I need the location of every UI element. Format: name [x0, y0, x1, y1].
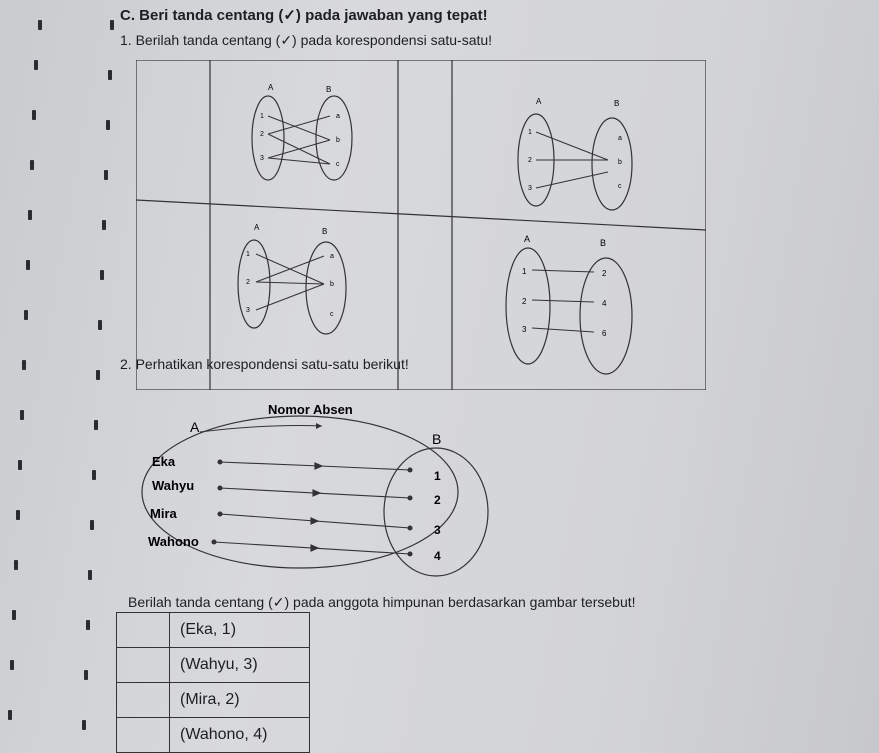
- binder-hole: [88, 570, 92, 580]
- answer-option-label: (Wahyu, 3): [180, 656, 258, 673]
- binder-hole: [94, 420, 98, 430]
- diagram-3-a-item: 1: [246, 251, 250, 258]
- diagram-1-a-item: 1: [260, 113, 264, 120]
- binder-hole: [100, 270, 104, 280]
- diagram-4-a-item: 3: [522, 325, 527, 334]
- binder-hole: [18, 460, 22, 470]
- binder-hole: [98, 320, 102, 330]
- question-2: 2. Perhatikan korespondensi satu-satu berikut!: [120, 356, 409, 372]
- answer-option-label: (Mira, 2): [180, 691, 240, 708]
- question-1-grid: [136, 60, 706, 390]
- binder-hole: [104, 170, 108, 180]
- checkbox[interactable]: [117, 718, 170, 752]
- diagram-3-b-item: a: [330, 253, 334, 260]
- diagram-1: [252, 83, 352, 180]
- absen-number: 4: [434, 549, 441, 563]
- diagram-1-a-item: 3: [260, 155, 264, 162]
- diagram-3-b-item: b: [330, 281, 334, 288]
- section-header: C. Beri tanda centang (✓) pada jawaban yang tepat!: [120, 7, 488, 24]
- binder-hole: [20, 410, 24, 420]
- binder-hole: [86, 620, 90, 630]
- diagram-4-b-item: 6: [602, 329, 607, 338]
- answer-option[interactable]: [117, 683, 309, 718]
- absen-number: 2: [434, 493, 441, 507]
- binder-hole: [26, 260, 30, 270]
- diagram-2-set-b: B: [614, 99, 620, 108]
- absen-set-b: B: [432, 431, 442, 447]
- binder-hole: [102, 220, 106, 230]
- diagram-4-set-a: A: [524, 234, 531, 244]
- diagram-4: [506, 234, 632, 374]
- diagram-2-a-item: 1: [528, 129, 532, 136]
- binder-hole: [8, 710, 12, 720]
- binder-hole: [96, 370, 100, 380]
- diagram-4-a-item: 2: [522, 297, 527, 306]
- diagram-3-a-item: 2: [246, 279, 250, 286]
- diagram-2-b-item: b: [618, 159, 622, 166]
- absen-name: Wahono: [148, 534, 199, 549]
- diagram-2: [518, 97, 632, 210]
- diagram-1-b-item: a: [336, 113, 340, 120]
- absen-name: Wahyu: [152, 478, 195, 493]
- diagram-3-set-b: B: [322, 227, 328, 236]
- binder-hole: [108, 70, 112, 80]
- diagram-4-b-item: 2: [602, 269, 607, 278]
- binder-hole: [92, 470, 96, 480]
- diagram-1-b-item: c: [336, 161, 340, 168]
- diagram-4-b-item: 4: [602, 299, 607, 308]
- absen-number: 1: [434, 469, 441, 483]
- checkbox[interactable]: [117, 683, 170, 717]
- diagram-1-b-item: b: [336, 137, 340, 144]
- binder-hole: [10, 660, 14, 670]
- binder-hole: [28, 210, 32, 220]
- diagram-2-a-item: 3: [528, 185, 532, 192]
- question-1: 1. Berilah tanda centang (✓) pada korespondensi satu-satu!: [120, 32, 493, 48]
- absen-set-a: A: [190, 419, 200, 435]
- binder-hole: [14, 560, 18, 570]
- diagram-2-b-item: c: [618, 183, 622, 190]
- diagram-4-a-item: 1: [522, 267, 527, 276]
- binder-hole: [22, 360, 26, 370]
- binder-hole: [82, 720, 86, 730]
- diagram-1-set-b: B: [326, 85, 332, 94]
- binder-hole: [24, 310, 28, 320]
- binder-hole: [32, 110, 36, 120]
- checkbox[interactable]: [117, 613, 170, 647]
- diagram-3-a-item: 3: [246, 307, 250, 314]
- checkbox[interactable]: [117, 648, 170, 682]
- question-2-instruction: Berilah tanda centang (✓) pada anggota himpunan berdasarkan gambar tersebut!: [128, 594, 636, 610]
- diagram-2-b-item: a: [618, 135, 622, 142]
- answer-options: [116, 612, 310, 753]
- diagram-2-set-a: A: [536, 97, 542, 106]
- answer-option[interactable]: [117, 613, 309, 648]
- answer-option[interactable]: [117, 648, 309, 683]
- absen-number: 3: [434, 523, 441, 537]
- binder-hole: [110, 20, 114, 30]
- binder-hole: [16, 510, 20, 520]
- binder-hole: [30, 160, 34, 170]
- binder-hole: [12, 610, 16, 620]
- diagram-2-a-item: 2: [528, 157, 532, 164]
- absen-title: Nomor Absen: [268, 402, 353, 417]
- answer-option[interactable]: [117, 718, 309, 752]
- diagram-4-set-b: B: [600, 238, 607, 248]
- diagram-3-b-item: c: [330, 311, 334, 318]
- binder-hole: [38, 20, 42, 30]
- binder-hole: [106, 120, 110, 130]
- binder-hole: [34, 60, 38, 70]
- diagram-1-set-a: A: [268, 83, 274, 92]
- diagram-3-set-a: A: [254, 223, 260, 232]
- diagram-3: [238, 223, 346, 334]
- answer-option-label: (Wahono, 4): [180, 726, 268, 743]
- absen-name: Eka: [152, 454, 176, 469]
- binder-hole: [84, 670, 88, 680]
- answer-option-label: (Eka, 1): [180, 621, 237, 638]
- diagram-1-a-item: 2: [260, 131, 264, 138]
- binder-hole: [90, 520, 94, 530]
- absen-name: Mira: [150, 506, 177, 521]
